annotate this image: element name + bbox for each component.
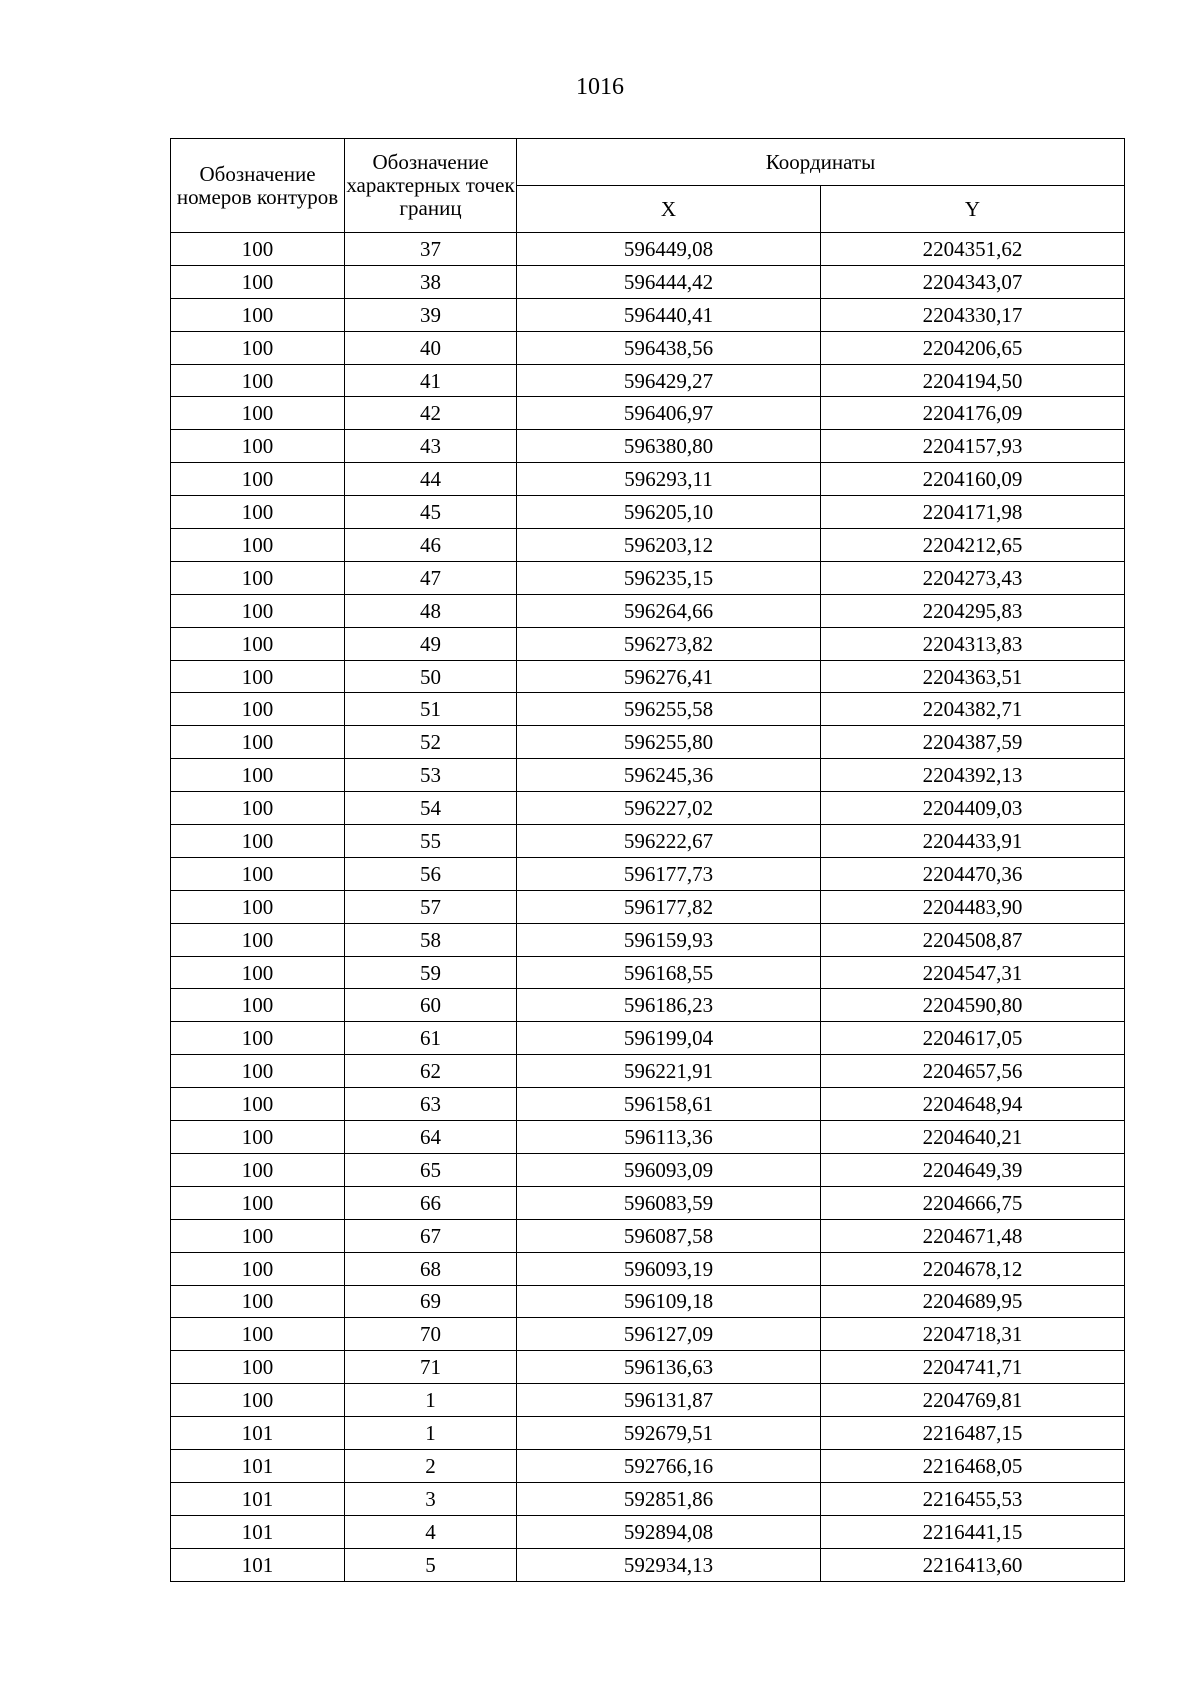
coordinates-table (170, 138, 1125, 1582)
cell-point-number: 52 (345, 726, 517, 759)
cell-contour-number: 100 (171, 726, 345, 759)
table-body (171, 233, 1125, 1582)
cell-point-number: 37 (345, 233, 517, 266)
cell-contour-number: 100 (171, 1055, 345, 1088)
cell-contour-number: 100 (171, 989, 345, 1022)
table-row (171, 825, 1125, 858)
cell-contour-number: 100 (171, 890, 345, 923)
cell-y: 2204666,75 (821, 1186, 1125, 1219)
cell-point-number: 57 (345, 890, 517, 923)
table-row (171, 561, 1125, 594)
cell-x: 592766,16 (517, 1449, 821, 1482)
cell-y: 2204470,36 (821, 857, 1125, 890)
cell-x: 596087,58 (517, 1219, 821, 1252)
table-row (171, 1384, 1125, 1417)
table-row (171, 1515, 1125, 1548)
cell-y: 2204671,48 (821, 1219, 1125, 1252)
cell-y: 2204678,12 (821, 1252, 1125, 1285)
cell-contour-number: 100 (171, 463, 345, 496)
cell-y: 2204409,03 (821, 792, 1125, 825)
cell-y: 2204547,31 (821, 956, 1125, 989)
cell-x: 596136,63 (517, 1351, 821, 1384)
cell-contour-number: 100 (171, 1022, 345, 1055)
cell-contour-number: 100 (171, 561, 345, 594)
cell-point-number: 70 (345, 1318, 517, 1351)
cell-contour-number: 100 (171, 496, 345, 529)
cell-point-number: 59 (345, 956, 517, 989)
cell-contour-number: 100 (171, 397, 345, 430)
table-row (171, 1548, 1125, 1581)
cell-y: 2204194,50 (821, 364, 1125, 397)
cell-point-number: 43 (345, 430, 517, 463)
cell-point-number: 1 (345, 1384, 517, 1417)
cell-contour-number: 100 (171, 825, 345, 858)
cell-x: 596083,59 (517, 1186, 821, 1219)
cell-point-number: 38 (345, 265, 517, 298)
table-row (171, 1219, 1125, 1252)
cell-x: 596093,09 (517, 1153, 821, 1186)
cell-point-number: 41 (345, 364, 517, 397)
table-row (171, 594, 1125, 627)
cell-y: 2204590,80 (821, 989, 1125, 1022)
cell-point-number: 64 (345, 1121, 517, 1154)
cell-point-number: 1 (345, 1417, 517, 1450)
table-row (171, 1285, 1125, 1318)
cell-contour-number: 100 (171, 1088, 345, 1121)
table-row (171, 1482, 1125, 1515)
cell-x: 596429,27 (517, 364, 821, 397)
cell-y: 2216468,05 (821, 1449, 1125, 1482)
cell-point-number: 69 (345, 1285, 517, 1318)
cell-point-number: 55 (345, 825, 517, 858)
cell-point-number: 66 (345, 1186, 517, 1219)
cell-x: 596203,12 (517, 529, 821, 562)
cell-x: 596221,91 (517, 1055, 821, 1088)
cell-y: 2204649,39 (821, 1153, 1125, 1186)
cell-contour-number: 100 (171, 1384, 345, 1417)
cell-point-number: 3 (345, 1482, 517, 1515)
cell-contour-number: 100 (171, 594, 345, 627)
table-row (171, 1318, 1125, 1351)
cell-contour-number: 100 (171, 265, 345, 298)
cell-contour-number: 100 (171, 233, 345, 266)
cell-y: 2204313,83 (821, 627, 1125, 660)
table-row (171, 759, 1125, 792)
cell-x: 596380,80 (517, 430, 821, 463)
cell-x: 596168,55 (517, 956, 821, 989)
cell-y: 2204295,83 (821, 594, 1125, 627)
cell-y: 2204741,71 (821, 1351, 1125, 1384)
table-row (171, 857, 1125, 890)
cell-y: 2204508,87 (821, 923, 1125, 956)
header-x: X (517, 186, 821, 233)
cell-x: 596093,19 (517, 1252, 821, 1285)
table-row (171, 364, 1125, 397)
cell-x: 596245,36 (517, 759, 821, 792)
cell-point-number: 68 (345, 1252, 517, 1285)
cell-contour-number: 100 (171, 1252, 345, 1285)
table-row (171, 627, 1125, 660)
header-contour-number: Обозначение номеров контуров (171, 139, 345, 233)
cell-contour-number: 101 (171, 1449, 345, 1482)
table-row (171, 529, 1125, 562)
table-row (171, 693, 1125, 726)
table-row (171, 1121, 1125, 1154)
cell-y: 2204206,65 (821, 331, 1125, 364)
cell-y: 2204689,95 (821, 1285, 1125, 1318)
cell-contour-number: 100 (171, 693, 345, 726)
cell-point-number: 42 (345, 397, 517, 430)
cell-y: 2204351,62 (821, 233, 1125, 266)
table-row (171, 792, 1125, 825)
cell-x: 596205,10 (517, 496, 821, 529)
cell-point-number: 5 (345, 1548, 517, 1581)
cell-point-number: 65 (345, 1153, 517, 1186)
cell-point-number: 39 (345, 298, 517, 331)
cell-contour-number: 100 (171, 1285, 345, 1318)
cell-y: 2204617,05 (821, 1022, 1125, 1055)
cell-contour-number: 100 (171, 1318, 345, 1351)
cell-x: 596177,73 (517, 857, 821, 890)
cell-contour-number: 100 (171, 923, 345, 956)
cell-x: 596222,67 (517, 825, 821, 858)
cell-x: 596406,97 (517, 397, 821, 430)
table-row (171, 1153, 1125, 1186)
cell-x: 596113,36 (517, 1121, 821, 1154)
cell-y: 2204387,59 (821, 726, 1125, 759)
cell-y: 2204433,91 (821, 825, 1125, 858)
cell-point-number: 49 (345, 627, 517, 660)
table-row (171, 463, 1125, 496)
cell-y: 2216413,60 (821, 1548, 1125, 1581)
cell-contour-number: 100 (171, 331, 345, 364)
cell-x: 596109,18 (517, 1285, 821, 1318)
cell-point-number: 61 (345, 1022, 517, 1055)
cell-y: 2216441,15 (821, 1515, 1125, 1548)
cell-x: 596276,41 (517, 660, 821, 693)
cell-x: 596199,04 (517, 1022, 821, 1055)
cell-point-number: 56 (345, 857, 517, 890)
cell-contour-number: 101 (171, 1417, 345, 1450)
cell-point-number: 63 (345, 1088, 517, 1121)
cell-y: 2204648,94 (821, 1088, 1125, 1121)
table-row (171, 660, 1125, 693)
page-number: 1016 (576, 74, 624, 100)
cell-contour-number: 101 (171, 1515, 345, 1548)
table-row (171, 331, 1125, 364)
cell-point-number: 2 (345, 1449, 517, 1482)
cell-x: 596158,61 (517, 1088, 821, 1121)
table-row (171, 890, 1125, 923)
cell-x: 596127,09 (517, 1318, 821, 1351)
cell-contour-number: 100 (171, 660, 345, 693)
table-row (171, 430, 1125, 463)
cell-point-number: 60 (345, 989, 517, 1022)
cell-x: 596293,11 (517, 463, 821, 496)
cell-contour-number: 100 (171, 1153, 345, 1186)
cell-contour-number: 100 (171, 857, 345, 890)
cell-y: 2216487,15 (821, 1417, 1125, 1450)
cell-y: 2204718,31 (821, 1318, 1125, 1351)
table-row (171, 1186, 1125, 1219)
cell-x: 596235,15 (517, 561, 821, 594)
cell-y: 2204640,21 (821, 1121, 1125, 1154)
cell-contour-number: 100 (171, 792, 345, 825)
table-row (171, 956, 1125, 989)
cell-point-number: 53 (345, 759, 517, 792)
cell-x: 592679,51 (517, 1417, 821, 1450)
cell-contour-number: 100 (171, 759, 345, 792)
cell-x: 592851,86 (517, 1482, 821, 1515)
cell-contour-number: 100 (171, 1351, 345, 1384)
table-row (171, 1351, 1125, 1384)
cell-point-number: 46 (345, 529, 517, 562)
table-row (171, 1252, 1125, 1285)
cell-y: 2204343,07 (821, 265, 1125, 298)
cell-contour-number: 100 (171, 298, 345, 331)
cell-contour-number: 100 (171, 627, 345, 660)
cell-contour-number: 100 (171, 1219, 345, 1252)
cell-y: 2204212,65 (821, 529, 1125, 562)
header-coordinates: Координаты (517, 139, 1125, 186)
cell-contour-number: 101 (171, 1548, 345, 1581)
cell-point-number: 47 (345, 561, 517, 594)
cell-x: 596438,56 (517, 331, 821, 364)
cell-y: 2204483,90 (821, 890, 1125, 923)
cell-x: 596440,41 (517, 298, 821, 331)
cell-point-number: 62 (345, 1055, 517, 1088)
cell-point-number: 40 (345, 331, 517, 364)
table-row (171, 265, 1125, 298)
table-row (171, 726, 1125, 759)
cell-x: 596159,93 (517, 923, 821, 956)
table-header (171, 139, 1125, 233)
table-row (171, 1417, 1125, 1450)
table-row (171, 233, 1125, 266)
cell-point-number: 4 (345, 1515, 517, 1548)
cell-x: 596255,58 (517, 693, 821, 726)
cell-y: 2204382,71 (821, 693, 1125, 726)
table-row (171, 397, 1125, 430)
cell-y: 2204657,56 (821, 1055, 1125, 1088)
cell-y: 2204160,09 (821, 463, 1125, 496)
cell-y: 2204273,43 (821, 561, 1125, 594)
cell-x: 596227,02 (517, 792, 821, 825)
cell-contour-number: 100 (171, 1121, 345, 1154)
header-row-top (171, 139, 1125, 186)
cell-contour-number: 100 (171, 529, 345, 562)
header-point-number: Обозначение характерных точек границ (345, 139, 517, 233)
cell-x: 592894,08 (517, 1515, 821, 1548)
cell-contour-number: 100 (171, 956, 345, 989)
cell-x: 592934,13 (517, 1548, 821, 1581)
cell-x: 596177,82 (517, 890, 821, 923)
cell-x: 596255,80 (517, 726, 821, 759)
cell-y: 2204363,51 (821, 660, 1125, 693)
cell-y: 2204176,09 (821, 397, 1125, 430)
table-row (171, 1055, 1125, 1088)
table-row (171, 496, 1125, 529)
cell-x: 596273,82 (517, 627, 821, 660)
cell-y: 2204171,98 (821, 496, 1125, 529)
cell-point-number: 54 (345, 792, 517, 825)
table-row (171, 298, 1125, 331)
table-row (171, 1088, 1125, 1121)
cell-point-number: 50 (345, 660, 517, 693)
table-row (171, 923, 1125, 956)
cell-point-number: 58 (345, 923, 517, 956)
cell-contour-number: 101 (171, 1482, 345, 1515)
cell-point-number: 44 (345, 463, 517, 496)
cell-y: 2204330,17 (821, 298, 1125, 331)
cell-point-number: 51 (345, 693, 517, 726)
cell-contour-number: 100 (171, 430, 345, 463)
cell-point-number: 48 (345, 594, 517, 627)
cell-x: 596264,66 (517, 594, 821, 627)
cell-x: 596449,08 (517, 233, 821, 266)
cell-x: 596444,42 (517, 265, 821, 298)
cell-y: 2204157,93 (821, 430, 1125, 463)
cell-point-number: 71 (345, 1351, 517, 1384)
cell-y: 2204392,13 (821, 759, 1125, 792)
cell-x: 596186,23 (517, 989, 821, 1022)
table-row (171, 1022, 1125, 1055)
cell-x: 596131,87 (517, 1384, 821, 1417)
cell-contour-number: 100 (171, 1186, 345, 1219)
header-y: Y (821, 186, 1125, 233)
cell-y: 2204769,81 (821, 1384, 1125, 1417)
cell-contour-number: 100 (171, 364, 345, 397)
cell-y: 2216455,53 (821, 1482, 1125, 1515)
cell-point-number: 67 (345, 1219, 517, 1252)
table-row (171, 989, 1125, 1022)
cell-point-number: 45 (345, 496, 517, 529)
table-row (171, 1449, 1125, 1482)
